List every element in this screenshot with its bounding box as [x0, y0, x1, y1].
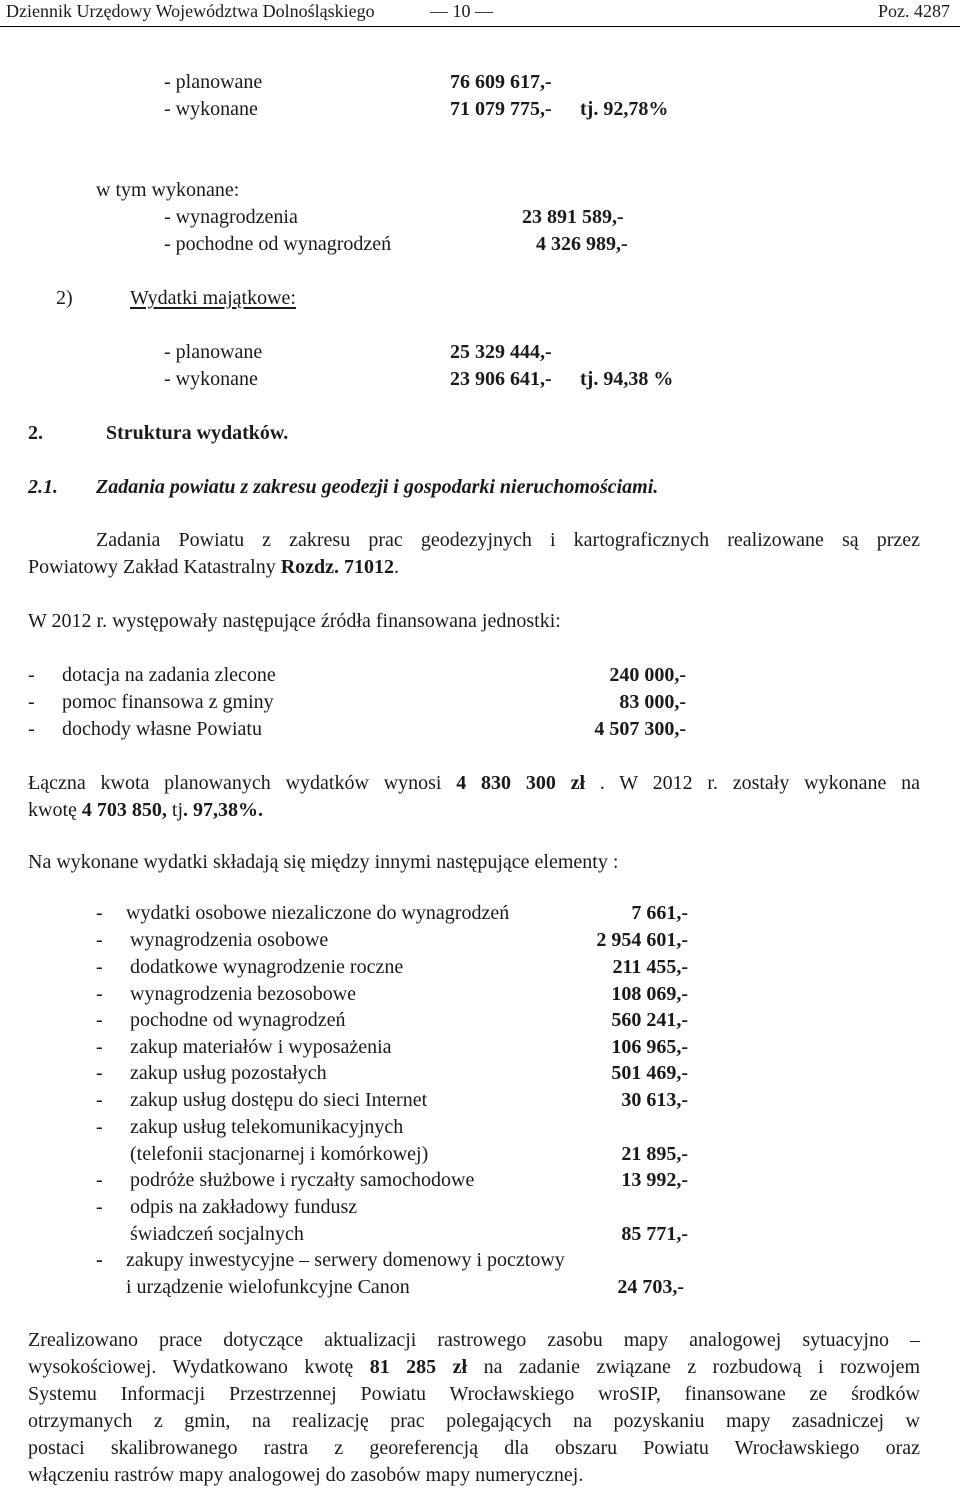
subsection-title: Zadania powiatu z zakresu geodezji i gospodarki nieruchomościami. [96, 476, 659, 498]
intro-line-1: Zadania Powiatu z zakresu prac geodezyjnych i kartograficznych realizowane są przez [96, 529, 920, 551]
header-rule [0, 26, 960, 27]
element-label: pochodne od wynagrodzeń [130, 1009, 346, 1031]
source-dash: - [28, 664, 35, 686]
planned-value: 76 609 617,- [450, 71, 552, 93]
capital-planned-label: - planowane [164, 341, 263, 363]
element-dash: - [96, 1116, 103, 1138]
element-label-continued: i urządzenie wielofunkcyjne Canon [126, 1276, 410, 1298]
element-label: wydatki osobowe niezaliczone do wynagrodzeń [126, 902, 510, 924]
element-value: 501 469,- [611, 1062, 688, 1084]
planned-label: - planowane [164, 71, 263, 93]
element-label-continued: (telefonii stacjonarnej i komórkowej) [130, 1143, 429, 1165]
capital-title: Wydatki majątkowe: [130, 287, 296, 309]
element-value: 30 613,- [621, 1089, 688, 1111]
section-number: 2. [28, 422, 43, 444]
element-value: 560 241,- [611, 1009, 688, 1031]
closing-line-3: Systemu Informacji Przestrzennej Powiatu Wrocławskiego wroSIP, finansowane ze środków [28, 1383, 920, 1405]
sources-heading: W 2012 r. występowały następujące źródła finansowana jednostki: [28, 610, 561, 632]
source-dash: - [28, 718, 35, 740]
element-value: 7 661,- [631, 902, 688, 924]
source-dash: - [28, 691, 35, 713]
element-value: 13 992,- [621, 1169, 688, 1191]
chapter-code: Rozdz. 71012 [280, 556, 395, 578]
derived-value: 4 326 989,- [536, 233, 628, 255]
closing-line-1: Zrealizowano prace dotyczące aktualizacji rastrowego zasobu mapy analogowej sytuacyjno – [28, 1329, 920, 1351]
section-title: Struktura wydatków. [106, 422, 289, 444]
executed-label: - wykonane [164, 98, 258, 120]
element-dash: - [96, 1036, 103, 1058]
element-value: 85 771,- [621, 1223, 688, 1245]
capital-number: 2) [56, 287, 73, 309]
element-label: dodatkowe wynagrodzenie roczne [130, 956, 404, 978]
page-number: — 10 — [430, 1, 493, 21]
wages-value: 23 891 589,- [522, 206, 624, 228]
element-value: 211 455,- [612, 956, 688, 978]
element-label: zakup usług dostępu do sieci Internet [130, 1089, 428, 1111]
source-label: dotacja na zadania zlecone [62, 664, 276, 686]
element-label: wynagrodzenia bezosobowe [130, 983, 357, 1005]
executed-value: 71 079 775,- [450, 98, 552, 120]
source-label: dochody własne Powiatu [62, 718, 262, 740]
element-value: 2 954 601,- [596, 929, 688, 951]
executed-percent: tj. 92,78% [580, 98, 669, 120]
element-dash: - [96, 956, 103, 978]
source-value: 83 000,- [619, 691, 686, 713]
intro-line-2: Powiatowy Zakład Katastralny Rozdz. 71012. [28, 556, 400, 578]
capital-executed-value: 23 906 641,- [450, 368, 552, 390]
journal-title: Dziennik Urzędowy Województwa Dolnośląskiego [6, 1, 375, 21]
element-dash: - [96, 1249, 103, 1271]
capital-executed-label: - wykonane [164, 368, 258, 390]
element-dash: - [96, 1089, 103, 1111]
closing-line-5: postaci skalibrowanego rastra z georeferencją dla obszaru Powiatu Wrocławskiego oraz [28, 1437, 920, 1459]
subsection-number: 2.1. [28, 476, 58, 498]
element-label: odpis na zakładowy fundusz [130, 1196, 358, 1218]
elements-heading: Na wykonane wydatki składają się między innymi następujące elementy : [28, 851, 619, 873]
derived-label: - pochodne od wynagrodzeń [164, 233, 392, 255]
closing-line-4: otrzymanych z gmin, na realizację prac polegających na pozyskaniu mapy zasadniczej w [28, 1410, 920, 1432]
summary-line-1: Łączna kwota planowanych wydatków wynosi 4 830 300 zł . W 2012 r. zostały wykonane na [28, 772, 921, 794]
capital-executed-percent: tj. 94,38 % [580, 368, 674, 390]
element-dash: - [96, 1169, 103, 1191]
source-label: pomoc finansowa z gminy [62, 691, 274, 713]
element-label: zakup materiałów i wyposażenia [130, 1036, 392, 1058]
element-dash: - [96, 929, 103, 951]
source-value: 240 000,- [609, 664, 686, 686]
element-dash: - [96, 983, 103, 1005]
closing-line-6: włączeniu rastrów mapy analogowej do zasobów mapy numerycznej. [28, 1464, 584, 1486]
capital-planned-value: 25 329 444,- [450, 341, 552, 363]
element-label: wynagrodzenia osobowe [130, 929, 329, 951]
element-label: zakupy inwestycyjne – serwery domenowy i pocztowy [126, 1249, 565, 1271]
element-dash: - [96, 902, 103, 924]
including-label: w tym wykonane: [96, 179, 240, 201]
element-value: 24 703,- [617, 1276, 684, 1298]
element-label: podróże służbowe i ryczałty samochodowe [130, 1169, 475, 1191]
closing-line-2: wysokościowej. Wydatkowano kwotę 81 285 zł na zadanie związane z rozbudową i rozwojem [28, 1356, 921, 1378]
element-label-continued: świadczeń socjalnych [130, 1223, 304, 1245]
element-value: 106 965,- [611, 1036, 688, 1058]
summary-line-2: kwotę 4 703 850, tj. 97,38%. [28, 799, 264, 821]
element-value: 108 069,- [611, 983, 688, 1005]
element-label: zakup usług pozostałych [130, 1062, 327, 1084]
position-number: Poz. 4287 [878, 1, 950, 21]
element-dash: - [96, 1009, 103, 1031]
element-dash: - [96, 1196, 103, 1218]
source-value: 4 507 300,- [594, 718, 686, 740]
element-dash: - [96, 1062, 103, 1084]
wages-label: - wynagrodzenia [164, 206, 298, 228]
element-value: 21 895,- [621, 1143, 688, 1165]
element-label: zakup usług telekomunikacyjnych [130, 1116, 404, 1138]
